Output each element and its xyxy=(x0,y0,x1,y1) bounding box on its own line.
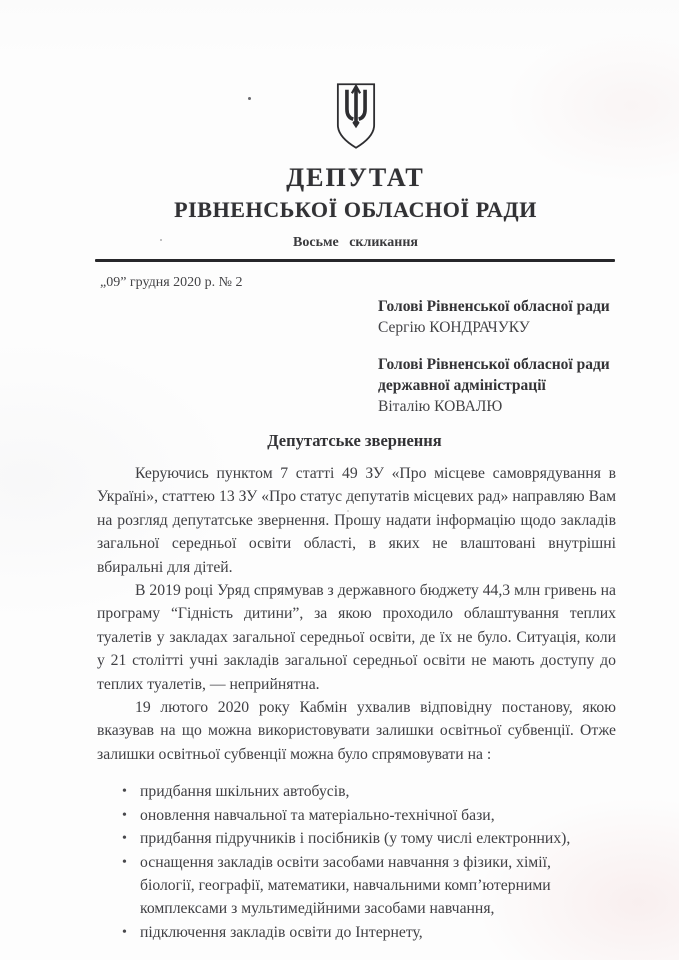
document-title: Депутатське звернення xyxy=(267,431,442,450)
trident-icon xyxy=(333,82,379,150)
letterhead-divider-rule xyxy=(95,259,615,262)
date-number-line: „09” грудня 2020 р. № 2 xyxy=(100,275,243,290)
scan-speck xyxy=(248,97,251,100)
letterhead-session-line: Восьме скликання xyxy=(293,235,418,250)
list-item: • підключення закладів освіти до Інтернету, xyxy=(140,921,606,944)
recipients-block xyxy=(378,296,679,417)
body-paragraph: 19 лютого 2020 року Кабмін ухвалив відповідну постанову, якою вказував на що можна використовувати залишки освітньої субвенції. Отже залишки освітньої субвенції можна було спрямовувати на : xyxy=(97,699,616,763)
scan-speck xyxy=(347,510,349,512)
body-paragraph: В 2019 році Уряд спрямував з державного бюджету 44,3 млн гривень на програму “Гідність дитини”, за якою проходило облаштування теплих туалетів у закладах загальної середньої освіти, де їх не було. Ситуація, коли у 21 столітті учні закладів загальної середньої освіти не мають доступу до теплих туалетів, — неприйнятна. xyxy=(97,582,616,693)
recipient-title: Голові Рівненської обласної ради xyxy=(378,356,610,373)
list-item: • придбання шкільних автобусів, xyxy=(140,780,606,803)
list-item: • оновлення навчальної та матеріально-технічної бази, xyxy=(140,804,606,827)
body-paragraph: Керуючись пунктом 7 статті 49 ЗУ «Про місцеве самоврядування в Україні», статтею 13 ЗУ «Про статус депутатів місцевих рад» направляю Вам на розгляд депутатське звернення. Прошу надати інформацію щодо закладів загальної середньої освіти області, в яких не влаштовані внутрішні вбиральні для дітей. xyxy=(97,465,616,576)
letterhead-subtitle: РІВНЕНСЬКОЇ ОБЛАСНОЇ РАДИ xyxy=(174,197,537,222)
coat-of-arms-emblem xyxy=(32,82,679,150)
recipient-name: Сергію КОНДРАЧУКУ xyxy=(378,319,530,336)
subvention-usage-list xyxy=(97,780,616,944)
letterhead-title: ДЕПУТАТ xyxy=(286,163,425,192)
list-item: • оснащення закладів освіти засобами навчання з фізики, хімії, біології, географії, математики, навчальними комп’ютерними комплексами з мультимедійними засобами навчання, xyxy=(140,851,606,921)
recipient-title: державної адміністрації xyxy=(378,377,546,394)
recipient-name: Віталію КОВАЛЮ xyxy=(378,398,503,415)
recipient-entry xyxy=(378,296,679,338)
recipient-title: Голові Рівненської обласної ради xyxy=(378,298,610,315)
letterhead xyxy=(0,0,679,251)
recipient-entry xyxy=(378,354,679,417)
letter-body xyxy=(97,462,616,944)
list-item: • придбання підручників і посібників (у тому числі електронних), xyxy=(140,827,606,850)
scan-speck xyxy=(160,239,162,241)
